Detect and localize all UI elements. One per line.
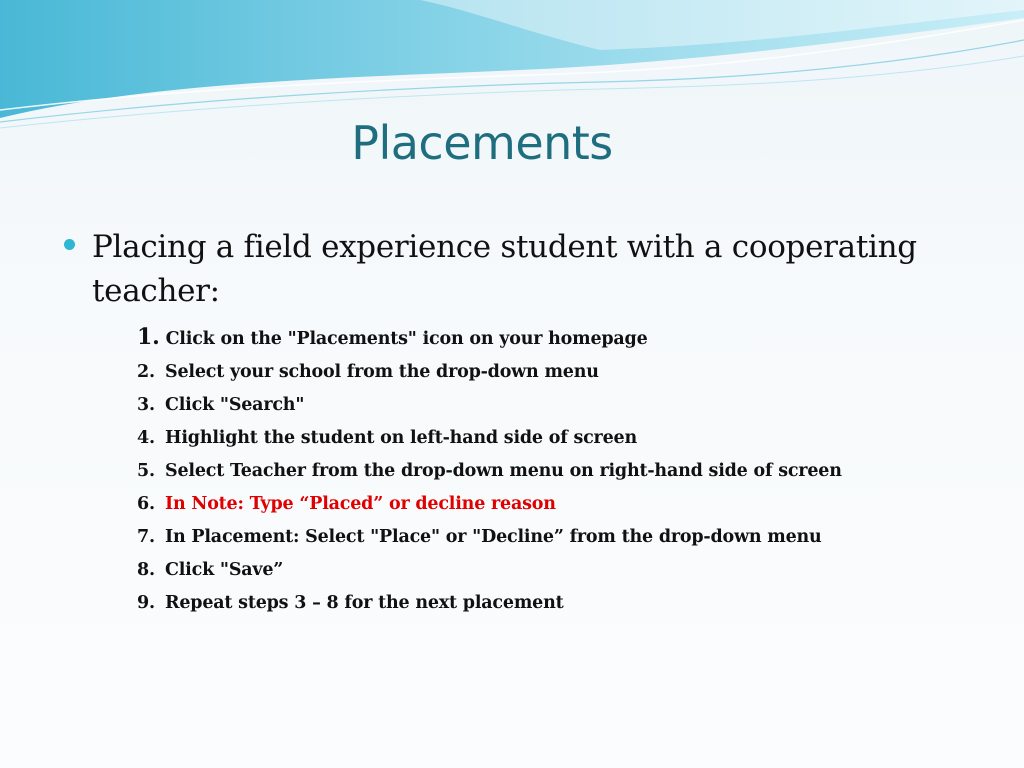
- decorative-wave-banner: [0, 0, 1024, 130]
- step-number: 4.: [137, 428, 155, 448]
- step-text: Repeat steps 3 – 8 for the next placement: [165, 593, 564, 613]
- step-number: 1.: [137, 324, 160, 350]
- step-item: [137, 554, 957, 587]
- steps-list: [137, 322, 957, 620]
- step-text: Click "Save”: [165, 560, 284, 580]
- step-text: Select Teacher from the drop-down menu on right-hand side of screen: [165, 461, 842, 481]
- step-item: [137, 587, 957, 620]
- step-item: [137, 455, 957, 488]
- step-item: [137, 389, 957, 422]
- step-text-highlighted: In Note: Type “Placed” or decline reason: [165, 494, 556, 514]
- step-number: 6.: [137, 494, 155, 514]
- step-number: 3.: [137, 395, 155, 415]
- step-text: Highlight the student on left-hand side of screen: [165, 428, 637, 448]
- step-item: [137, 356, 957, 389]
- step-item: [137, 521, 957, 554]
- step-text: In Placement: Select "Place" or "Decline” from the drop-down menu: [165, 527, 822, 547]
- step-text: Click "Search": [165, 395, 305, 415]
- step-number: 2.: [137, 362, 155, 382]
- step-item-highlighted: [137, 488, 957, 521]
- step-text: Select your school from the drop-down menu: [165, 362, 599, 382]
- step-number: 8.: [137, 560, 155, 580]
- step-number: 9.: [137, 593, 155, 613]
- slide-title: Placements: [351, 116, 613, 170]
- step-item: [137, 322, 957, 356]
- step-number: 7.: [137, 527, 155, 547]
- step-text: Click on the "Placements" icon on your homepage: [165, 329, 648, 349]
- step-number: 5.: [137, 461, 155, 481]
- bullet-dot-icon: [64, 239, 75, 250]
- main-bullet-text: Placing a field experience student with a cooperating teacher:: [92, 229, 917, 309]
- step-item: [137, 422, 957, 455]
